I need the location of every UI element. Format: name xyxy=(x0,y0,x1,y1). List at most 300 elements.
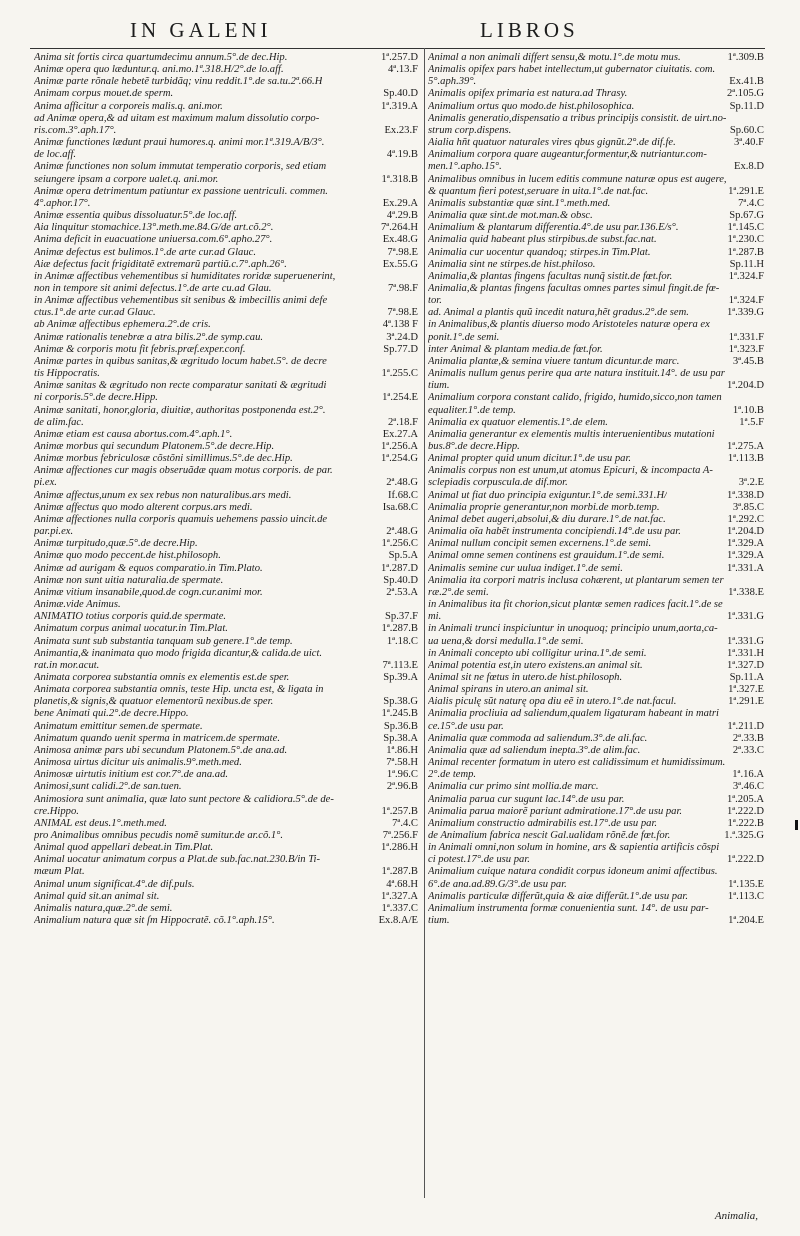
entry-reference: 4ª.13.F xyxy=(387,64,418,76)
index-entry xyxy=(34,587,418,599)
index-entry xyxy=(34,575,418,587)
entry-reference: 1ª.256.C xyxy=(381,538,418,550)
entry-text: Animæ.vide Animus. xyxy=(34,599,121,611)
index-entry xyxy=(428,76,764,88)
entry-reference: 1ª.291.E xyxy=(728,185,764,197)
entry-reference: 1ª.135.E xyxy=(728,878,764,890)
index-entry xyxy=(34,271,418,283)
entry-text: Animæ affectus quo modo alterent corpus.ars medi. xyxy=(34,501,253,513)
entry-reference: 4ª.29.B xyxy=(386,210,418,222)
entry-reference xyxy=(758,368,764,380)
entry-reference: 2ª.48.G xyxy=(386,526,418,538)
entry-reference: Ex.55.G xyxy=(382,258,418,270)
entry-text: in Animalibus ita fit chorion,sicut plantæ semen radices facit.1°.de se xyxy=(428,599,723,611)
index-entry xyxy=(34,745,418,757)
entry-text: Animosi,sunt calidi.2°.de san.tuen. xyxy=(34,781,182,793)
index-entry xyxy=(34,283,418,295)
entry-reference: 1ª.10.B xyxy=(732,404,764,416)
entry-text: cre.Hippo. xyxy=(34,805,79,817)
entry-reference: Sp.67.G xyxy=(729,210,764,222)
entry-reference: 7ª.98.F xyxy=(387,282,418,294)
entry-text: in Animali omni,non solum in homine, ars & sapientia artificis cõspi xyxy=(428,842,720,854)
entry-reference: 1ª.204.D xyxy=(726,380,764,392)
entry-text: in Animali concepto ubi colligitur urina.1°.de semi. xyxy=(428,647,647,659)
index-entry xyxy=(428,125,764,137)
entry-reference xyxy=(758,174,764,186)
index-entry xyxy=(428,356,764,368)
index-entry xyxy=(428,842,764,854)
entry-reference: 3ª.40.F xyxy=(733,137,764,149)
entry-reference: 1ª.324.F xyxy=(728,295,764,307)
index-entry xyxy=(428,161,764,173)
entry-text: ni corporis.5°.de decre.Hipp. xyxy=(34,392,158,404)
index-entry xyxy=(428,101,764,113)
entry-reference: 1ª.275.A xyxy=(726,441,764,452)
entry-text: Animæ partes in quibus sanitas,& ægritudo locum habet.5°. de decre xyxy=(34,355,327,367)
entry-text: Animalis opifex pars habet intellectum,ut gubernator ciuitatis. com. xyxy=(428,64,716,76)
entry-text: Animæ opera detrimentum patiuntur ex passione uentriculi. commen. xyxy=(34,185,328,197)
entry-reference xyxy=(412,295,418,307)
entry-reference: 7ª.4.C xyxy=(392,817,418,829)
index-entry xyxy=(428,830,764,842)
index-entry xyxy=(428,307,764,319)
entry-text: 2°.de temp. xyxy=(428,769,477,781)
entry-reference: 1ª.5.F xyxy=(739,416,764,428)
entry-text: pi.ex. xyxy=(34,477,57,489)
entry-text: Animal propter quid unum dicitur.1°.de usu par. xyxy=(428,453,632,465)
entry-text: Animæ parte rõnale hebetẽ turbidãq; vinu reddit.1°.de sa.tu.2ª.66.H xyxy=(34,76,323,88)
entry-reference xyxy=(758,465,764,477)
index-entry xyxy=(428,52,764,64)
index-entry xyxy=(428,587,764,599)
index-entry xyxy=(34,891,418,903)
index-entry xyxy=(428,64,764,76)
index-entry xyxy=(428,247,764,259)
index-entry xyxy=(428,866,764,878)
index-entry xyxy=(34,611,418,623)
edge-mark xyxy=(795,820,798,830)
entry-text: ris.com.3°.aph.17°. xyxy=(34,124,117,136)
index-entry xyxy=(34,161,418,173)
index-entry xyxy=(34,392,418,404)
entry-text: Animam corpus mouet.de sperm. xyxy=(34,88,174,100)
entry-text: Animæ vitium insanabile,quod.de cogn.cur.animi mor. xyxy=(34,586,263,598)
entry-reference xyxy=(412,356,418,368)
entry-reference: 1ª.286.H xyxy=(380,842,418,854)
entry-reference: 2ª.33.C xyxy=(732,744,764,756)
header-right: LIBROS xyxy=(480,18,579,42)
entry-reference: 1ª.205.A xyxy=(726,793,764,805)
entry-reference: 1ª.323.F xyxy=(728,343,764,355)
entry-reference xyxy=(758,599,764,611)
entry-reference: Sp.11.H xyxy=(729,258,764,270)
entry-reference: 1ª.338.E xyxy=(728,586,764,598)
entry-text: Animæ affectiones nulla corporis quamuis uehemens passio uincit.de xyxy=(34,513,328,525)
entry-reference: 2ª.105.G xyxy=(726,88,764,100)
index-entry xyxy=(428,149,764,161)
entry-reference: 7ª.113.E xyxy=(382,659,418,671)
entry-reference xyxy=(412,186,418,198)
index-entry xyxy=(428,186,764,198)
index-entry xyxy=(34,721,418,733)
entry-text: strum corp.dispens. xyxy=(428,124,512,136)
entry-reference xyxy=(412,684,418,696)
index-entry xyxy=(428,563,764,575)
entry-text: pro Animalibus omnibus pecudis nomẽ sumitur.de ar.cõ.1°. xyxy=(34,830,284,841)
entry-reference xyxy=(758,429,764,441)
entry-reference: 4ª.138 F xyxy=(382,319,418,331)
entry-text: Aialis piculę sũt naturę opa diu eẽ in utero.1°.de nat.facul. xyxy=(428,696,677,708)
entry-reference xyxy=(758,64,764,76)
index-entry xyxy=(428,222,764,234)
index-entry xyxy=(428,259,764,271)
entry-text: tor. xyxy=(428,295,442,307)
index-entry xyxy=(428,526,764,538)
entry-reference: 1ª.331.A xyxy=(726,562,764,574)
index-entry xyxy=(428,696,764,708)
entry-text: Animalia procliuia ad saliendum,qualem ligaturam habeant in matri xyxy=(428,708,719,720)
index-entry xyxy=(428,429,764,441)
entry-reference: 1ª.327.A xyxy=(380,890,418,902)
index-entry xyxy=(428,405,764,417)
entry-reference xyxy=(412,794,418,806)
index-entry xyxy=(34,332,418,344)
entry-text: Animæ morbus febriculosæ cõstõni simillimus.5°.de dec.Hip. xyxy=(34,453,293,465)
entry-text: Animal quid sit.an animal sit. xyxy=(34,890,160,902)
entry-text: ua uena,& dorsi medulla.1°.de semi. xyxy=(428,635,584,647)
entry-text: Animalium corpora quare augeantur,formentur,& nutriantur.com- xyxy=(428,149,707,161)
entry-text: Animæ ad aurigam & equos comparatio.in Tim.Plato. xyxy=(34,562,263,574)
index-entry xyxy=(34,210,418,222)
index-entry xyxy=(34,222,418,234)
entry-reference xyxy=(758,866,764,878)
index-entry xyxy=(428,113,764,125)
entry-text: Animal uocatur animatum corpus a Plat.de sub.fac.nat.230.B/in Ti- xyxy=(34,854,321,866)
entry-text: in Animali trunci inspiciuntur in unoquoq; principio unum,aorta,ca- xyxy=(428,623,718,635)
index-entry xyxy=(428,733,764,745)
index-entry xyxy=(34,854,418,866)
index-entry xyxy=(428,915,764,927)
entry-text: men.1°.apho.15°. xyxy=(428,161,502,173)
entry-reference: Sp.38.G xyxy=(383,696,418,708)
column-divider xyxy=(424,48,425,1198)
entry-text: in Animalibus,& plantis diuerso modo Aristoteles naturæ opera ex xyxy=(428,319,710,331)
entry-reference: 1ª.145.C xyxy=(727,222,764,234)
entry-reference xyxy=(412,76,418,88)
entry-text: seiungere ipsam a corpore ualet.q. ani.mor. xyxy=(34,173,219,185)
index-entry xyxy=(34,526,418,538)
entry-text: Animalia ex quatuor elementis.1°.de elem. xyxy=(428,416,608,428)
entry-text: de Animalium fabrica nescit Gal.ualidam rõnẽ.de fœt.for. xyxy=(428,830,671,841)
entry-reference xyxy=(758,283,764,295)
entry-reference: 1ª.86.H xyxy=(386,744,418,756)
entry-reference xyxy=(758,575,764,587)
index-entry xyxy=(34,818,418,830)
entry-reference xyxy=(758,842,764,854)
index-entry xyxy=(34,247,418,259)
entry-text: ce.15°.de usu par. xyxy=(428,720,504,732)
entry-reference: 1ª.329.A xyxy=(726,550,764,562)
index-entry xyxy=(428,465,764,477)
index-entry xyxy=(34,307,418,319)
entry-text: bus.8°.de decre.Hipp. xyxy=(428,441,520,452)
entry-text: Animalis opifex primaria est natura.ad Thrasy. xyxy=(428,88,628,100)
entry-reference: 7ª.58.H xyxy=(386,757,418,769)
header-rule xyxy=(30,48,765,49)
entry-text: Animosæ uirtutis initium est cor.7°.de ana.ad. xyxy=(34,769,229,781)
entry-reference: 2ª.48.G xyxy=(386,477,418,489)
index-entry xyxy=(34,356,418,368)
index-entry xyxy=(34,866,418,878)
index-entry xyxy=(34,88,418,100)
entry-reference: 1ª.331.H xyxy=(726,647,764,659)
entry-text: bene Animati qui.2°.de decre.Hippo. xyxy=(34,708,189,720)
index-entry xyxy=(428,623,764,635)
entry-text: Animata sunt sub substantia tanquam sub genere.1°.de temp. xyxy=(34,635,293,647)
entry-reference: 1ª.245.B xyxy=(381,708,418,720)
entry-text: tium. xyxy=(428,915,450,927)
entry-reference: 1ª.257.B xyxy=(381,805,418,817)
entry-text: ræ.2°.de semi. xyxy=(428,586,489,598)
index-entry xyxy=(428,380,764,392)
index-entry xyxy=(428,745,764,757)
entry-text: Animal spirans in utero.an animal sit. xyxy=(428,684,589,696)
index-entry xyxy=(428,550,764,562)
entry-reference: Ex.27.A xyxy=(382,428,418,440)
entry-reference: 1ª.324.F xyxy=(728,270,764,282)
index-entry xyxy=(34,295,418,307)
index-entry xyxy=(428,891,764,903)
entry-reference: 1ª.287.B xyxy=(727,246,764,258)
index-entry xyxy=(428,794,764,806)
entry-reference: 1ª.331.F xyxy=(728,331,764,343)
entry-text: Aialia hñt quatuor naturales vires qbus gignũt.2°.de dif.fe. xyxy=(428,137,676,149)
entry-reference: 1ª.309.B xyxy=(727,52,764,63)
entry-reference: 1ª.204.D xyxy=(726,526,764,538)
entry-text: Animal sit ne fœtus in utero.de hist.philosoph. xyxy=(428,671,623,683)
entry-text: ANIMAL est deus.1°.meth.med. xyxy=(34,817,167,829)
entry-text: Animantia,& inanimata quo modo frigida dicantur,& calida.de uict. xyxy=(34,647,323,659)
entry-text: Animalis nullum genus perire qua arte natura instituit.14°. de usu par xyxy=(428,368,725,380)
entry-text: ad. Animal a plantis quũ incedit natura,hẽt gradus.2°.de sem. xyxy=(428,307,689,319)
entry-text: Animalis natura,quæ.2°.de semi. xyxy=(34,902,173,914)
index-entry xyxy=(428,514,764,526)
entry-reference xyxy=(758,757,764,769)
entry-reference: 1ª.211.D xyxy=(727,720,764,732)
entry-text: Animalium natura quæ sit ſm Hippocratẽ. cõ.1°.aph.15°. xyxy=(34,915,275,927)
index-entry xyxy=(428,137,764,149)
entry-text: Animalis generatio,dispensatio a tribus principijs consistit. de uirt.no- xyxy=(428,112,727,124)
index-entry xyxy=(428,575,764,587)
entry-text: ANIMATIO totius corporis quid.de spermate. xyxy=(34,611,227,623)
entry-text: mi. xyxy=(428,611,442,623)
entry-reference: 1ª.338.D xyxy=(726,489,764,501)
entry-reference xyxy=(412,854,418,866)
index-entry xyxy=(34,623,418,635)
entry-text: inter Animal & plantam media.de fœt.for. xyxy=(428,343,603,355)
index-entry xyxy=(428,502,764,514)
entry-reference: 2ª.53.A xyxy=(386,586,418,598)
index-entry xyxy=(34,125,418,137)
index-entry xyxy=(34,344,418,356)
index-entry xyxy=(428,818,764,830)
entry-reference: 1ª.287.B xyxy=(381,866,418,878)
entry-text: Animæ sanitati, honor,gloria, diuitiæ, authoritas postponenda est.2°. xyxy=(34,404,326,416)
entry-text: Animal omne semen continens est grauidum.1°.de semi. xyxy=(428,550,665,562)
index-entry xyxy=(428,344,764,356)
index-entry xyxy=(428,453,764,465)
entry-reference: 2ª.33.B xyxy=(732,732,764,744)
entry-text: Animalium instrumenta formæ conuenientia sunt. 14°. de usu par- xyxy=(428,902,709,914)
entry-reference: 1ª.255.C xyxy=(381,368,418,380)
index-entry xyxy=(428,721,764,733)
index-entry xyxy=(34,842,418,854)
entry-reference: 1ª.337.C xyxy=(381,902,418,914)
entry-reference xyxy=(758,903,764,915)
index-entry xyxy=(34,101,418,113)
left-column xyxy=(34,52,418,927)
entry-reference xyxy=(412,514,418,526)
index-entry xyxy=(34,684,418,696)
index-entry xyxy=(34,879,418,891)
entry-text: ci potest.17°.de usu par. xyxy=(428,854,530,866)
index-entry xyxy=(428,769,764,781)
entry-reference: 1.ª.325.G xyxy=(724,830,764,841)
entry-reference: 1ª.327.E xyxy=(728,684,764,696)
entry-reference: Sp.37.F xyxy=(385,611,418,623)
entry-reference: 1ª.254.E xyxy=(382,392,418,404)
index-entry xyxy=(34,417,418,429)
index-entry xyxy=(428,806,764,818)
index-entry xyxy=(34,259,418,271)
index-entry xyxy=(34,319,418,331)
index-entry xyxy=(428,879,764,891)
index-entry xyxy=(34,757,418,769)
entry-reference: 1ª.339.G xyxy=(726,307,764,319)
entry-reference xyxy=(758,708,764,720)
index-entry xyxy=(428,417,764,429)
entry-reference: 1ª.329.A xyxy=(726,538,764,550)
entry-text: Animalium cuique natura condidit corpus idoneum animi affectibus. xyxy=(428,866,718,878)
index-entry xyxy=(428,672,764,684)
entry-reference: Sp.38.A xyxy=(383,732,418,744)
entry-text: Animalium corpora constant calido, frigido, humido,sicco,non tamen xyxy=(428,392,722,404)
index-entry xyxy=(34,733,418,745)
index-entry xyxy=(34,903,418,915)
entry-text: Animalis particulæ differũt,quia & aiæ differũt.1°.de usu par. xyxy=(428,890,688,902)
index-entry xyxy=(428,88,764,100)
index-entry xyxy=(428,295,764,307)
entry-reference xyxy=(758,392,764,404)
index-entry xyxy=(34,137,418,149)
entry-text: de loc.aff. xyxy=(34,149,77,161)
entry-text: Animæ functiones non solum immutat temperatio corporis, sed etiam xyxy=(34,161,327,173)
index-entry xyxy=(34,453,418,465)
index-entry xyxy=(428,490,764,502)
index-entry xyxy=(34,648,418,660)
entry-reference: 3ª.24.D xyxy=(386,331,418,343)
entry-reference xyxy=(412,465,418,477)
entry-reference: 3ª.85.C xyxy=(732,501,764,513)
index-entry xyxy=(34,64,418,76)
entry-reference: 7ª.4.C xyxy=(738,197,764,209)
index-entry xyxy=(428,198,764,210)
entry-reference xyxy=(412,161,418,173)
entry-text: Animalia parua maiorẽ pariunt admiratione.17°.de usu par. xyxy=(428,805,683,817)
entry-reference xyxy=(412,599,418,611)
index-entry xyxy=(34,660,418,672)
index-entry xyxy=(34,636,418,648)
index-entry xyxy=(34,113,418,125)
entry-text: in Animæ affectibus vehementibus sit senibus & imbecillis animi defe xyxy=(34,295,328,307)
entry-reference: 1ª.222.D xyxy=(726,854,764,866)
entry-text: Animæ morbus qui secundum Platonem.5°.de decre.Hip. xyxy=(34,441,275,452)
index-entry xyxy=(428,854,764,866)
entry-text: 5°.aph.39°. xyxy=(428,76,477,88)
index-entry xyxy=(428,234,764,246)
entry-text: non in tempore sit animi defectus.1°.de arte cu.ad Glau. xyxy=(34,282,272,294)
entry-reference: Sp.77.D xyxy=(383,343,418,355)
entry-reference xyxy=(758,623,764,635)
entry-text: Anima sit fortis circa quartumdecimu annum.5°.de dec.Hip. xyxy=(34,52,288,63)
entry-text: Animalia cur primo sint mollia.de marc. xyxy=(428,781,599,793)
entry-reference: 1ª.113.B xyxy=(727,453,764,465)
index-entry xyxy=(428,599,764,611)
entry-text: Animalia quæ ad saliendum inepta.3°.de alim.fac. xyxy=(428,744,641,756)
entry-reference: Ex.41.B xyxy=(729,76,764,88)
entry-reference: Sp.60.C xyxy=(729,124,764,136)
index-entry xyxy=(34,672,418,684)
entry-reference: Sp.11.D xyxy=(729,100,764,112)
entry-reference: 2ª.96.B xyxy=(386,781,418,793)
entry-text: Animata corporea substantia omnis, teste Hip. uncta est, & ligata in xyxy=(34,684,324,696)
entry-text: Aia linquitur stomachice.13°.meth.me.84.G/de art.cõ.2°. xyxy=(34,222,274,234)
entry-text: Anima afficitur a corporeis malis.q. ani.mor. xyxy=(34,100,223,112)
entry-text: Animosa animæ pars ubi secundum Platonem.5°.de ana.ad. xyxy=(34,744,288,756)
index-entry xyxy=(34,563,418,575)
entry-text: Animalia quid habeant plus stirpibus.de subst.fac.nat. xyxy=(428,234,657,246)
entry-text: de alim.fac. xyxy=(34,416,84,428)
index-entry xyxy=(34,76,418,88)
entry-reference: 1ª.204.E xyxy=(728,915,764,927)
entry-text: Animalis semine cur uulua indiget.1°.de semi. xyxy=(428,562,623,574)
entry-reference: 1ª.291.E xyxy=(728,696,764,708)
index-entry xyxy=(428,332,764,344)
index-entry xyxy=(34,502,418,514)
entry-text: Animæ affectiones cur magis obseruãdæ quam motus corporis. de par. xyxy=(34,465,333,477)
entry-reference xyxy=(758,319,764,331)
index-entry xyxy=(428,174,764,186)
entry-reference: If.68.C xyxy=(387,489,418,501)
index-entry xyxy=(34,830,418,842)
entry-reference: 3ª.2.E xyxy=(738,477,764,489)
index-entry xyxy=(428,660,764,672)
entry-text: Animæ opera quo læduntur.q. ani.mo.1ª.318.H/2°.de lo.aff. xyxy=(34,64,284,76)
index-entry xyxy=(428,636,764,648)
entry-reference: 7ª.98.E xyxy=(387,246,418,258)
entry-reference: 2ª.18.F xyxy=(387,416,418,428)
entry-reference xyxy=(758,113,764,125)
right-column xyxy=(428,52,764,927)
index-entry xyxy=(428,271,764,283)
entry-reference: 1ª.287.D xyxy=(380,562,418,574)
entry-reference: 1ª.254.G xyxy=(380,453,418,465)
entry-reference: 1ª.230.C xyxy=(727,234,764,246)
entry-text: Animalia sint ne stirpes.de hist.philoso. xyxy=(428,258,596,270)
entry-text: sclepiadis corpuscula.de dif.mor. xyxy=(428,477,568,489)
entry-reference: 1ª.318.B xyxy=(381,173,418,185)
index-entry xyxy=(34,429,418,441)
